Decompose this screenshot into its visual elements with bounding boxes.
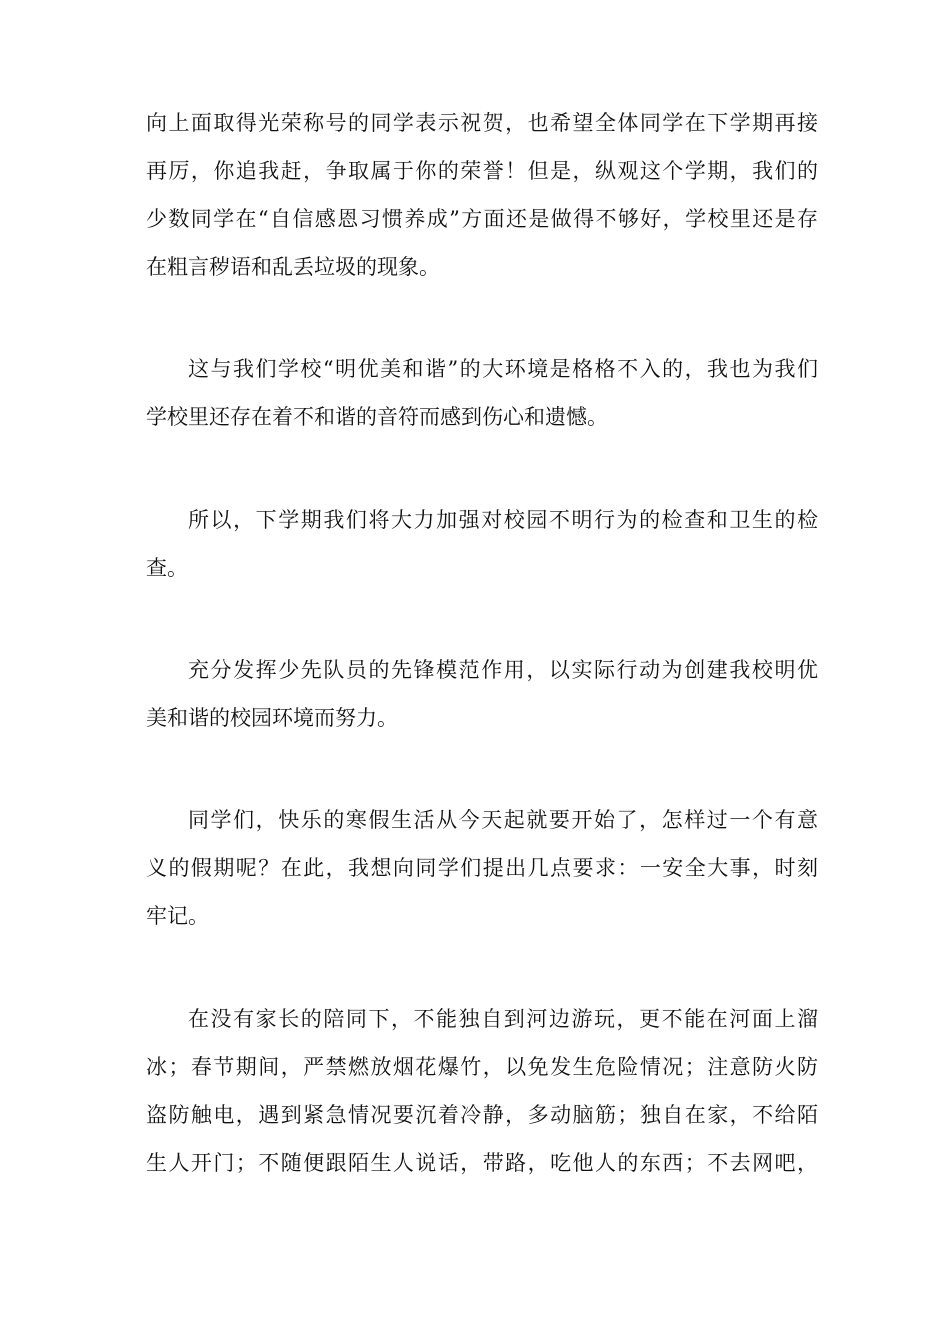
paragraph-6-line-2: 冰；春节期间，严禁燃放烟花爆竹，以免发生危险情况；注意防火防 [146,1055,818,1079]
paragraph-6-line-4: 生人开门；不随便跟陌生人说话，带路，吃他人的东西；不去网吧， [146,1151,818,1175]
paragraph-6 [146,995,818,1187]
paragraph-1-line-2: 再厉，你追我赶，争取属于你的荣誉！但是，纵观这个学期，我们的 [146,159,818,183]
paragraph-1-line-3: 少数同学在“自信感恩习惯养成”方面还是做得不够好，学校里还是存 [146,207,818,231]
paragraph-2-line-1: 这与我们学校“明优美和谐”的大环境是格格不入的，我也为我们 [188,357,818,381]
paragraph-6-line-1: 在没有家长的陪同下，不能独自到河边游玩，更不能在河面上溜 [188,1007,818,1031]
paragraph-2-line-2: 学校里还存在着不和谐的音符而感到伤心和遗憾。 [146,405,608,429]
paragraph-4 [146,646,818,742]
paragraph-3-line-1: 所以，下学期我们将大力加强对校园不明行为的检查和卫生的检 [188,508,818,532]
paragraph-5-line-1: 同学们，快乐的寒假生活从今天起就要开始了，怎样过一个有意 [188,808,818,832]
paragraph-3-line-2: 查。 [146,556,188,580]
paragraph-4-line-1: 充分发挥少先队员的先锋模范作用，以实际行动为创建我校明优 [188,658,818,682]
paragraph-2 [146,345,818,441]
paragraph-4-line-2: 美和谐的校园环境而努力。 [146,706,398,730]
paragraph-1-line-1: 向上面取得光荣称号的同学表示祝贺，也希望全体同学在下学期再接 [146,111,818,135]
paragraph-1 [146,99,818,291]
paragraph-5 [146,796,818,940]
paragraph-6-line-3: 盗防触电，遇到紧急情况要沉着冷静，多动脑筋；独自在家，不给陌 [146,1103,818,1127]
paragraph-3 [146,496,818,592]
paragraph-5-line-2: 义的假期呢？在此，我想向同学们提出几点要求：一安全大事，时刻 [146,856,818,880]
paragraph-1-line-4: 在粗言秽语和乱丢垃圾的现象。 [146,255,440,279]
paragraph-5-line-3: 牢记。 [146,904,209,928]
